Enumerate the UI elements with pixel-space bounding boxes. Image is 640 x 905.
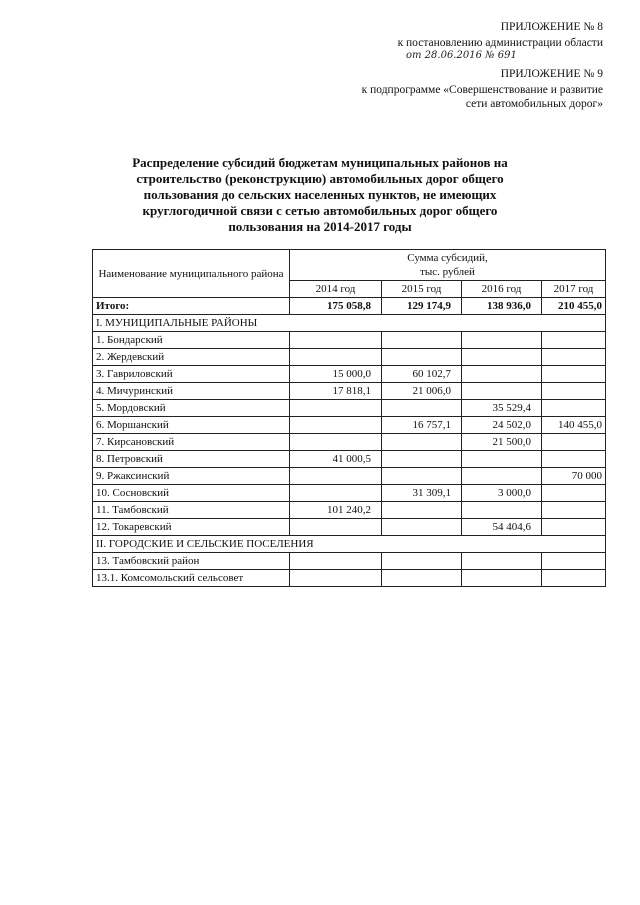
- value-2016: [462, 349, 542, 366]
- resolution-reference: к постановлению администрации области: [397, 37, 603, 49]
- value-2015: [382, 570, 462, 587]
- table-row: [93, 553, 606, 570]
- value-2015: [382, 332, 462, 349]
- district-name: 3. Гавриловский: [93, 366, 290, 383]
- value-2015: [382, 553, 462, 570]
- col-name-header: Наименование муниципального района: [93, 250, 290, 298]
- value-2014: [290, 400, 382, 417]
- value-2016: [462, 366, 542, 383]
- value-2016: [462, 468, 542, 485]
- value-2014: [290, 570, 382, 587]
- value-2015: [382, 502, 462, 519]
- value-2016: 3 000,0: [462, 485, 542, 502]
- handwritten-date-number: от 28.06.2016 № 691: [406, 50, 517, 61]
- value-2014: 101 240,2: [290, 502, 382, 519]
- value-2016: [462, 332, 542, 349]
- value-2014: [290, 553, 382, 570]
- table-row: [93, 519, 606, 536]
- title-line-3: пользования до сельских населенных пунктов, не имеющих: [143, 187, 497, 202]
- value-2014: [290, 434, 382, 451]
- subsidy-table: [92, 249, 606, 587]
- table-row: [93, 485, 606, 502]
- section-1-row: [93, 315, 606, 332]
- district-name: 6. Моршанский: [93, 417, 290, 434]
- table-row: [93, 417, 606, 434]
- value-2015: 31 309,1: [382, 485, 462, 502]
- table-row: [93, 434, 606, 451]
- district-name: 13. Тамбовский район: [93, 553, 290, 570]
- value-2017: [542, 332, 606, 349]
- value-2015: 21 006,0: [382, 383, 462, 400]
- value-2015: [382, 400, 462, 417]
- value-2014: [290, 332, 382, 349]
- value-2016: 21 500,0: [462, 434, 542, 451]
- sum-header-line-2: тыс. рублей: [420, 266, 475, 278]
- district-name: 7. Кирсановский: [93, 434, 290, 451]
- value-2014: [290, 468, 382, 485]
- value-2014: [290, 485, 382, 502]
- value-2017: 140 455,0: [542, 417, 606, 434]
- district-name: 12. Токаревский: [93, 519, 290, 536]
- district-name: 8. Петровский: [93, 451, 290, 468]
- value-2017: [542, 434, 606, 451]
- value-2014: [290, 417, 382, 434]
- year-2016-header: 2016 год: [462, 281, 542, 298]
- section-2-label: II. ГОРОДСКИЕ И СЕЛЬСКИЕ ПОСЕЛЕНИЯ: [93, 536, 606, 553]
- total-2014: 175 058,8: [290, 298, 382, 315]
- value-2017: [542, 451, 606, 468]
- district-name: 10. Сосновский: [93, 485, 290, 502]
- value-2016: 24 502,0: [462, 417, 542, 434]
- section-2-row: [93, 536, 606, 553]
- value-2017: [542, 400, 606, 417]
- title-line-4: круглогодичной связи с сетью автомобильных дорог общего: [142, 203, 498, 218]
- value-2017: 70 000: [542, 468, 606, 485]
- district-name: 4. Мичуринский: [93, 383, 290, 400]
- appendix-8-header: [398, 20, 603, 50]
- title-line-5: пользования на 2014-2017 годы: [228, 219, 412, 234]
- section-1-label: I. МУНИЦИПАЛЬНЫЕ РАЙОНЫ: [93, 315, 606, 332]
- subprogram-line-2: сети автомобильных дорог»: [465, 98, 603, 110]
- district-name: 1. Бондарский: [93, 332, 290, 349]
- subprogram-line-1: к подпрограмме «Совершенствование и развитие: [361, 84, 603, 96]
- value-2015: [382, 519, 462, 536]
- year-2014-header: 2014 год: [290, 281, 382, 298]
- table-row: [93, 468, 606, 485]
- district-name: 2. Жердевский: [93, 349, 290, 366]
- value-2014: 17 818,1: [290, 383, 382, 400]
- document-title: [95, 155, 545, 235]
- value-2014: [290, 349, 382, 366]
- table-row: [93, 332, 606, 349]
- sum-header: [290, 250, 606, 281]
- district-name: 9. Ржаксинский: [93, 468, 290, 485]
- value-2014: 15 000,0: [290, 366, 382, 383]
- table-row: [93, 502, 606, 519]
- total-label: Итого:: [93, 298, 290, 315]
- table-row: [93, 366, 606, 383]
- value-2017: [542, 349, 606, 366]
- total-2017: 210 455,0: [542, 298, 606, 315]
- value-2017: [542, 485, 606, 502]
- table-row: [93, 349, 606, 366]
- table-row: [93, 570, 606, 587]
- header-row: [93, 250, 606, 281]
- value-2017: [542, 366, 606, 383]
- value-2015: 60 102,7: [382, 366, 462, 383]
- value-2017: [542, 502, 606, 519]
- value-2016: 35 529,4: [462, 400, 542, 417]
- title-line-1: Распределение субсидий бюджетам муниципальных районов на: [132, 155, 508, 170]
- sum-header-line-1: Сумма субсидий,: [407, 252, 488, 264]
- value-2016: [462, 451, 542, 468]
- year-2015-header: 2015 год: [382, 281, 462, 298]
- value-2014: 41 000,5: [290, 451, 382, 468]
- value-2016: 54 404,6: [462, 519, 542, 536]
- value-2017: [542, 519, 606, 536]
- total-row: [93, 298, 606, 315]
- value-2015: [382, 468, 462, 485]
- table-row: [93, 400, 606, 417]
- value-2014: [290, 519, 382, 536]
- appendix-8-title: ПРИЛОЖЕНИЕ № 8: [500, 21, 603, 33]
- value-2015: [382, 434, 462, 451]
- year-2017-header: 2017 год: [542, 281, 606, 298]
- value-2017: [542, 383, 606, 400]
- value-2015: [382, 349, 462, 366]
- total-2016: 138 936,0: [462, 298, 542, 315]
- district-name: 5. Мордовский: [93, 400, 290, 417]
- table-row: [93, 451, 606, 468]
- value-2017: [542, 553, 606, 570]
- value-2016: [462, 502, 542, 519]
- district-name: 13.1. Комсомольский сельсовет: [93, 570, 290, 587]
- appendix-9-title: ПРИЛОЖЕНИЕ № 9: [500, 68, 603, 80]
- value-2016: [462, 553, 542, 570]
- title-line-2: строительство (реконструкцию) автомобильных дорог общего: [136, 171, 504, 186]
- district-name: 11. Тамбовский: [93, 502, 290, 519]
- value-2016: [462, 383, 542, 400]
- value-2016: [462, 570, 542, 587]
- appendix-9-header: [362, 67, 603, 111]
- value-2015: 16 757,1: [382, 417, 462, 434]
- table-row: [93, 383, 606, 400]
- total-2015: 129 174,9: [382, 298, 462, 315]
- value-2017: [542, 570, 606, 587]
- value-2015: [382, 451, 462, 468]
